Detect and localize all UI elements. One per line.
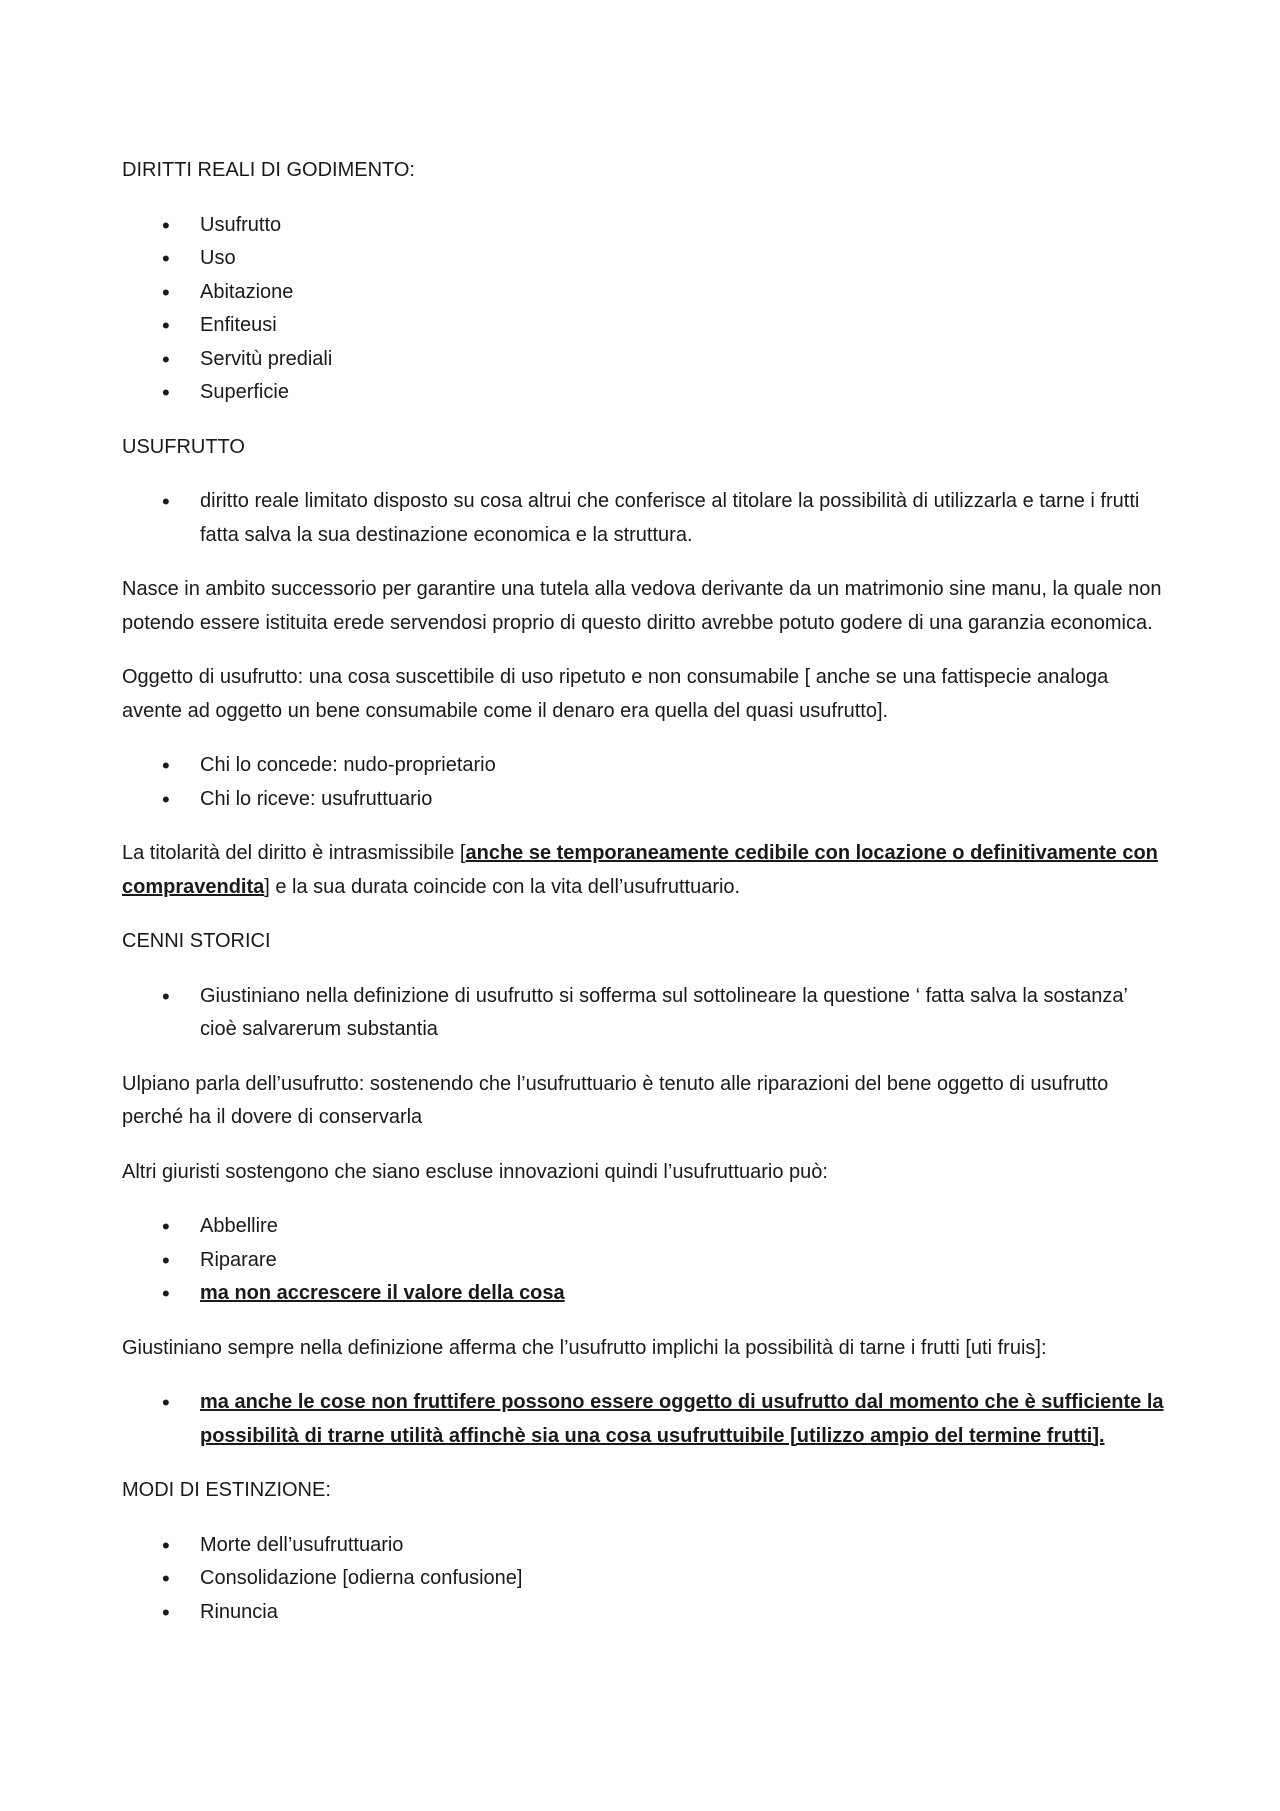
heading-cenni-storici: CENNI STORICI xyxy=(122,930,271,952)
list-parti xyxy=(122,749,1164,816)
list-giustiniano xyxy=(122,980,1164,1047)
list-item: • Riparare xyxy=(200,1244,1164,1278)
paragraph-altri-giuristi: Altri giuristi sostengono che siano escluse innovazioni quindi l’usufruttuario può: xyxy=(122,1160,828,1183)
list-item xyxy=(200,1386,1164,1453)
list-cose-non-fruttifere xyxy=(122,1386,1164,1453)
list-item: • Rinuncia xyxy=(200,1596,1164,1630)
paragraph-frutti: Giustiniano sempre nella definizione afferma che l’usufrutto implichi la possibilità di tarne i frutti [uti fruis]: xyxy=(122,1336,1047,1359)
heading-modi-estinzione: MODI DI ESTINZIONE: xyxy=(122,1479,331,1501)
paragraph-ulpiano: Ulpiano parla dell’usufrutto: sostenendo che l’usufruttuario è tenuto alle riparazioni del bene oggetto di usufrutto perché ha il dovere di conservarla xyxy=(122,1072,1109,1128)
emphasis-text: ma anche le cose non fruttifere possono essere oggetto di usufrutto dal momento che è sufficiente la possibilità di trarne utilità affinchè sia una cosa usufruttuibile [utilizzo ampio del termine frutti]. xyxy=(200,1391,1164,1447)
list-item: • Enfiteusi xyxy=(200,309,1164,343)
list-item: • Servitù prediali xyxy=(200,343,1164,377)
text-span: La titolarità del diritto è intrasmissibile [ xyxy=(122,842,466,864)
list-item: • Chi lo concede: nudo-proprietario xyxy=(200,749,1164,783)
emphasis-text: ma non accrescere il valore della cosa xyxy=(200,1282,565,1304)
list-item: • diritto reale limitato disposto su cosa altrui che conferisce al titolare la possibilità di utilizzarla e tarne i frutti fatta salva la sua destinazione economica e la struttura. xyxy=(200,485,1164,552)
paragraph-titolarita xyxy=(122,837,1164,904)
list-item: • Morte dell’usufruttuario xyxy=(200,1529,1164,1563)
list-item: • Chi lo riceve: usufruttuario xyxy=(200,783,1164,817)
list-poteri-usufruttuario xyxy=(122,1210,1164,1311)
emphasis-text: anche se temporaneamente cedibile con locazione o definitivamente con compravendita xyxy=(122,842,1158,898)
list-item: • Giustiniano nella definizione di usufrutto si sofferma sul sottolineare la questione ‘ fatta salva la sostanza’ cioè salvarerum substantia xyxy=(200,980,1164,1047)
paragraph-origine: Nasce in ambito successorio per garantire una tutela alla vedova derivante da un matrimonio sine manu, la quale non potendo essere istituita erede servendosi proprio di questo diritto avrebbe potuto godere di una garanzia economica. xyxy=(122,578,1162,634)
list-modi-estinzione xyxy=(122,1529,1164,1630)
list-item: • Abbellire xyxy=(200,1210,1164,1244)
list-item: • Consolidazione [odierna confusione] xyxy=(200,1562,1164,1596)
list-item: • Usufrutto xyxy=(200,209,1164,243)
list-item: • Superficie xyxy=(200,376,1164,410)
list-item xyxy=(200,1277,1164,1311)
paragraph-oggetto: Oggetto di usufrutto: una cosa suscettibile di uso ripetuto e non consumabile [ anche se una fattispecie analoga avente ad oggetto un bene consumabile come il denaro era quella del quasi usufrutto]. xyxy=(122,666,1109,722)
text-span: ] e la sua durata coincide con la vita dell’usufruttuario. xyxy=(264,875,741,898)
list-item: • Abitazione xyxy=(200,276,1164,310)
list-diritti-reali xyxy=(122,209,1164,410)
list-item: • Uso xyxy=(200,242,1164,276)
list-usufrutto-definition xyxy=(122,485,1164,552)
heading-usufrutto: USUFRUTTO xyxy=(122,435,245,458)
heading-diritti-reali: DIRITTI REALI DI GODIMENTO: xyxy=(122,159,415,181)
